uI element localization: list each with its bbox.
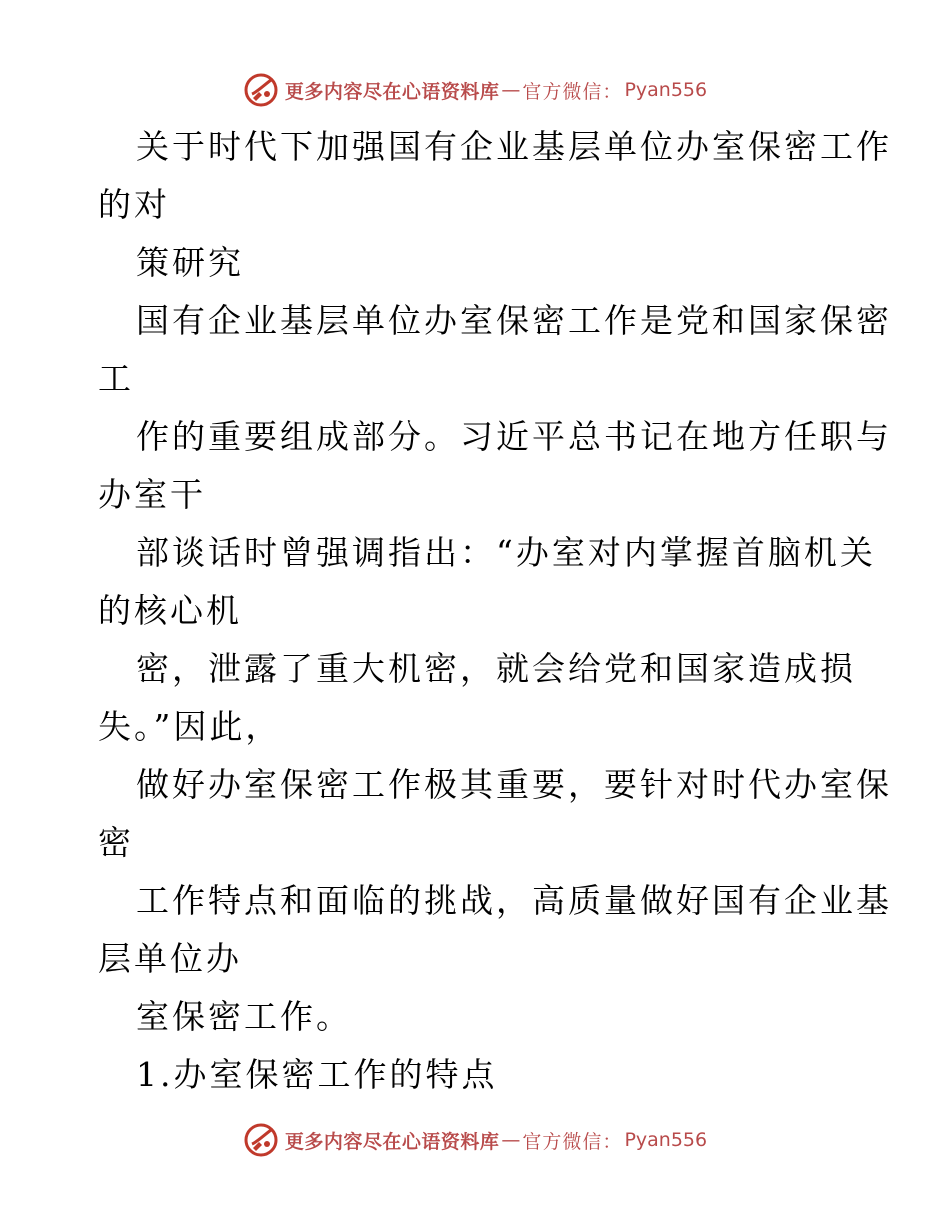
body-line: 密，泄露了重大机密，就会给党和国家造成损 [136, 649, 856, 688]
body-line: 关于时代下加强国有企业基层单位办室保密工作 [136, 127, 892, 166]
section-heading: 1.办室保密工作的特点 [136, 1055, 498, 1094]
seal-pen-logo-icon [243, 1122, 279, 1158]
document-body [98, 118, 892, 1104]
body-line: 工 [98, 359, 134, 398]
banner-dash: — [501, 1129, 521, 1151]
body-line: 做好办室保密工作极其重要，要针对时代办室保 [136, 765, 892, 804]
banner-wechat-id: Pyan556 [624, 1129, 708, 1151]
body-line: 策研究 [136, 243, 244, 282]
banner-dash: — [501, 79, 521, 101]
body-line: 部谈话时曾强调指出：“办室对内掌握首脑机关 [136, 533, 876, 572]
body-line: 工作特点和面临的挑战，高质量做好国有企业基 [136, 881, 892, 920]
body-line: 的对 [98, 185, 170, 224]
body-line: 失。”因此， [98, 707, 282, 746]
body-line: 办室干 [98, 475, 206, 514]
banner-main-text: 更多内容尽在心语资料库 [284, 80, 500, 103]
footer-watermark-banner [0, 1120, 950, 1160]
banner-wechat-id: Pyan556 [624, 79, 708, 101]
seal-pen-logo-icon [243, 72, 279, 108]
body-line: 密 [98, 823, 134, 862]
banner-wechat-label: 官方微信： [522, 80, 623, 103]
body-line: 的核心机 [98, 591, 242, 630]
body-line: 国有企业基层单位办室保密工作是党和国家保密 [136, 301, 892, 340]
body-line: 室保密工作。 [136, 997, 352, 1036]
banner-wechat-label: 官方微信： [522, 1130, 623, 1153]
body-line: 作的重要组成部分。习近平总书记在地方任职与 [136, 417, 892, 456]
body-line: 层单位办 [98, 939, 242, 978]
header-watermark-banner [0, 70, 950, 110]
banner-main-text: 更多内容尽在心语资料库 [284, 1130, 500, 1153]
